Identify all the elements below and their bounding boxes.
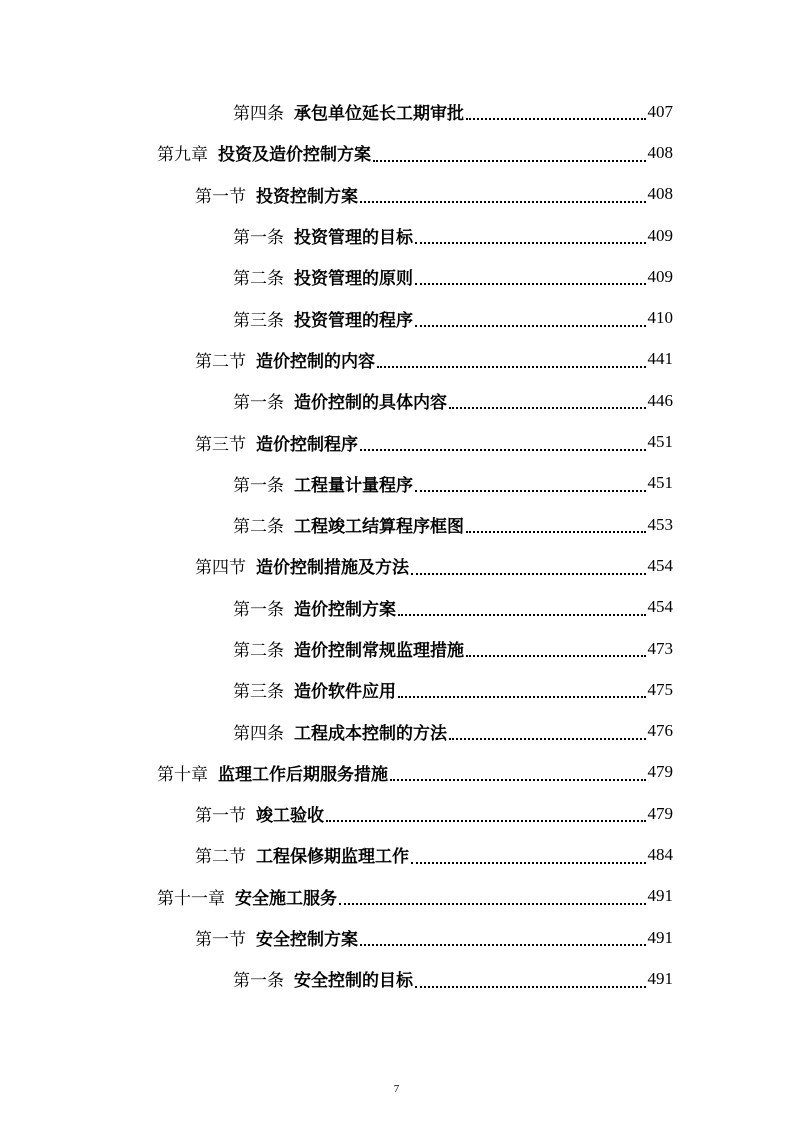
toc-entry-number: 第一条	[233, 393, 284, 414]
toc-entry-title: 投资及造价控制方案	[218, 145, 371, 166]
dot-leader	[466, 117, 646, 120]
toc-entry-title: 工程成本控制的方法	[294, 723, 447, 744]
toc-entry-page: 453	[647, 514, 673, 534]
toc-entry-number: 第二节	[195, 847, 246, 868]
toc-entry[interactable]	[0, 297, 793, 338]
toc-entry-title: 监理工作后期服务措施	[218, 764, 388, 785]
toc-entry[interactable]	[0, 752, 793, 793]
toc-entry[interactable]	[0, 628, 793, 669]
toc-entry-number: 第九章	[157, 145, 208, 166]
toc-entry-number: 第二条	[233, 269, 284, 290]
dot-leader	[466, 530, 646, 533]
dot-leader	[415, 324, 646, 327]
toc-entry-page: 479	[647, 803, 673, 823]
toc-entry-page: 451	[647, 432, 673, 452]
toc-entry-title: 承包单位延长工期审批	[294, 104, 464, 125]
toc-entry-number: 第二条	[233, 641, 284, 661]
toc-entry-number: 第一节	[195, 186, 246, 207]
toc-entry-number: 第一节	[195, 806, 246, 827]
dot-leader	[415, 489, 646, 492]
toc-entry-page: 408	[647, 142, 673, 162]
toc-entry-page: 484	[647, 844, 673, 864]
dot-leader	[415, 985, 646, 988]
toc-entry-page: 491	[647, 886, 673, 906]
dot-leader	[411, 861, 646, 864]
toc-entry-page: 408	[647, 184, 673, 204]
toc-entry-page: 446	[647, 390, 673, 410]
toc-entry-title: 造价控制的具体内容	[294, 393, 447, 414]
toc-entry-page: 475	[647, 679, 673, 699]
toc-entry-title: 造价控制程序	[256, 434, 358, 455]
toc-entry-title: 投资管理的程序	[294, 310, 413, 331]
toc-entry-number: 第二条	[233, 517, 284, 538]
dot-leader	[377, 365, 646, 368]
toc-entry[interactable]	[0, 380, 793, 421]
toc-entry-title: 投资管理的原则	[294, 269, 413, 290]
toc-entry[interactable]	[0, 669, 793, 710]
dot-leader	[326, 819, 646, 822]
dot-leader	[415, 282, 646, 285]
dot-leader	[415, 241, 646, 244]
toc-entry[interactable]	[0, 504, 793, 545]
toc-entry[interactable]	[0, 917, 793, 958]
toc-entry-title: 工程量计量程序	[294, 475, 413, 496]
toc-entry-title: 造价控制措施及方法	[256, 558, 409, 579]
toc-entry-page: 476	[647, 721, 673, 741]
dot-leader	[360, 200, 646, 203]
dot-leader	[449, 737, 646, 740]
toc-entry-title: 竣工验收	[256, 806, 324, 827]
page-number: 7	[393, 1083, 400, 1095]
toc-entry-number: 第三条	[233, 310, 284, 331]
toc-entry-number: 第一条	[233, 599, 284, 620]
toc-entry-title: 工程竣工结算程序框图	[294, 517, 464, 538]
toc-entry-number: 第十一章	[157, 888, 225, 909]
toc-entry-number: 第四节	[195, 558, 246, 579]
toc-entry-page: 451	[647, 473, 673, 493]
toc-entry-number: 第一条	[233, 228, 284, 249]
toc-entry-title: 安全控制的目标	[294, 971, 413, 992]
toc-entry-number: 第四条	[233, 723, 284, 744]
toc-entry[interactable]	[0, 132, 793, 173]
toc-entry-page: 473	[647, 638, 673, 658]
toc-entry[interactable]	[0, 339, 793, 380]
dot-leader	[466, 654, 646, 657]
dot-leader	[373, 159, 646, 162]
toc-entry-number: 第十章	[157, 764, 208, 785]
toc-entry[interactable]	[0, 174, 793, 215]
toc-entry-number: 第三节	[195, 434, 246, 455]
toc-entry-number: 第三条	[233, 682, 284, 703]
table-of-contents	[0, 91, 793, 1000]
toc-entry[interactable]	[0, 958, 793, 999]
toc-entry-title: 造价软件应用	[294, 682, 396, 703]
toc-entry-number: 第二节	[195, 351, 246, 372]
toc-entry-title: 投资管理的目标	[294, 228, 413, 249]
toc-entry-number: 第一节	[195, 930, 246, 951]
dot-leader	[360, 943, 646, 946]
dot-leader	[449, 406, 646, 409]
toc-entry-number: 第一条	[233, 475, 284, 496]
toc-entry[interactable]	[0, 215, 793, 256]
toc-entry[interactable]	[0, 710, 793, 751]
toc-entry-title: 造价控制方案	[294, 599, 396, 620]
toc-entry[interactable]	[0, 463, 793, 504]
toc-entry[interactable]	[0, 91, 793, 132]
dot-leader	[339, 902, 646, 905]
toc-entry[interactable]	[0, 876, 793, 917]
toc-entry-title: 安全施工服务	[235, 888, 337, 909]
toc-entry-title: 投资控制方案	[256, 186, 358, 207]
toc-entry[interactable]	[0, 587, 793, 628]
dot-leader	[390, 778, 646, 781]
toc-entry-number: 第四条	[233, 104, 284, 125]
toc-entry-page: 409	[647, 225, 673, 245]
dot-leader	[398, 695, 646, 698]
toc-entry-page: 410	[647, 308, 673, 328]
toc-entry-page: 441	[647, 349, 673, 369]
toc-entry-title: 造价控制的内容	[256, 351, 375, 372]
toc-entry-page: 479	[647, 762, 673, 782]
toc-entry[interactable]	[0, 545, 793, 586]
toc-entry-page: 491	[647, 968, 673, 988]
toc-entry-page: 491	[647, 927, 673, 947]
toc-entry[interactable]	[0, 793, 793, 834]
toc-entry-title: 工程保修期监理工作	[256, 847, 409, 868]
toc-entry-page: 407	[647, 101, 673, 121]
toc-entry-number: 第一条	[233, 971, 284, 992]
toc-entry[interactable]	[0, 256, 793, 297]
dot-leader	[398, 613, 646, 616]
toc-entry[interactable]	[0, 834, 793, 875]
dot-leader	[411, 572, 646, 575]
toc-entry[interactable]	[0, 421, 793, 462]
toc-entry-title: 造价控制常规监理措施	[294, 641, 464, 661]
toc-entry-page: 454	[647, 555, 673, 575]
toc-entry-page: 409	[647, 266, 673, 286]
dot-leader	[360, 448, 646, 451]
toc-entry-page: 454	[647, 597, 673, 617]
toc-entry-title: 安全控制方案	[256, 930, 358, 951]
